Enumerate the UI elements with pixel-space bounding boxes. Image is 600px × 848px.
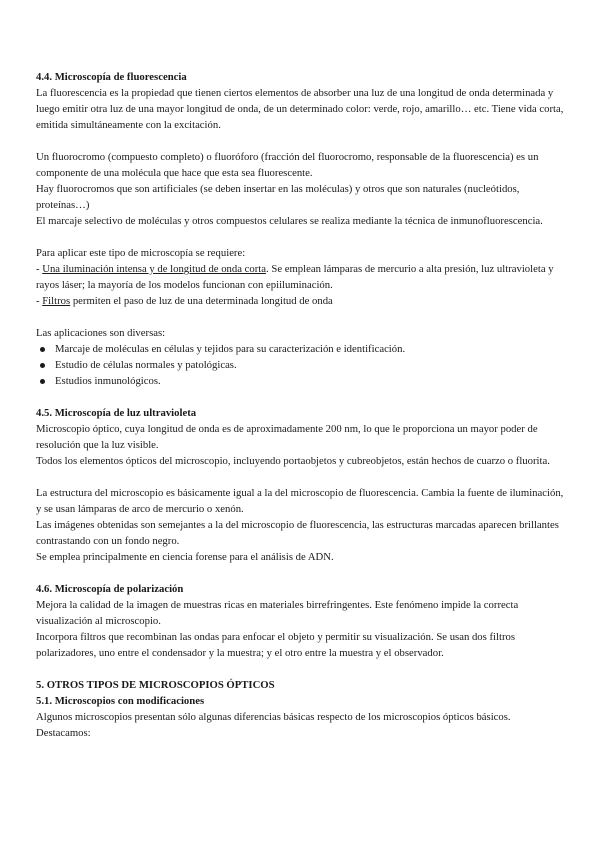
underlined-term: Filtros xyxy=(42,295,71,307)
s46-paragraph-2: Incorpora filtros que recombinan las ondas para enfocar el objeto y permitir su visualización. Se usan dos filtros polarizadores, uno entre el condensador y la muestra; y el otro entre la muestra y el observador. xyxy=(36,631,516,659)
document-body xyxy=(36,69,564,741)
s46-paragraph-1: Mejora la calidad de la imagen de muestras ricas en materiales birrefringentes. Este fenómeno impide la correcta visualización al microscopio. xyxy=(36,599,519,627)
s44-applications-intro: Las aplicaciones son diversas: xyxy=(36,327,166,339)
spacer xyxy=(36,133,564,149)
section-4-5-heading: 4.5. Microscopía de luz ultravioleta xyxy=(36,407,197,419)
section-5-heading: 5. OTROS TIPOS DE MICROSCOPIOS ÓPTICOS xyxy=(36,679,275,691)
section-4-6-heading: 4.6. Microscopía de polarización xyxy=(36,583,184,595)
underlined-term: Una iluminación intensa y de longitud de onda corta xyxy=(42,263,267,275)
requirement-text: permiten el paso de luz de una determinada longitud de onda xyxy=(70,295,333,307)
spacer xyxy=(36,661,564,677)
spacer xyxy=(36,565,564,581)
requirement-text: . Se emplean lámparas de mercurio a alta presión, luz ultravioleta y rayos láser; la mayoría de los modelos funcionan con epiiluminación. xyxy=(36,263,554,291)
spacer xyxy=(36,229,564,245)
s44-paragraph-1: La fluorescencia es la propiedad que tienen ciertos elementos de absorber una luz de una longitud de onda determinada y luego emitir otra luz de una mayor longitud de onda, de un determinado color: verde, rojo, amarillo… etc. Tiene vida corta, emitida simultáneamente con la excitación. xyxy=(36,87,564,131)
s45-paragraph-2: Todos los elementos ópticos del microscopio, incluyendo portaobjetos y cubreobjetos, están hechos de cuarzo o fluorita. xyxy=(36,455,550,467)
s44-paragraph-3: Hay fluorocromos que son artificiales (se deben insertar en las moléculas) y otros que son naturales (nucleótidos, proteínas…) xyxy=(36,183,520,211)
spacer xyxy=(36,469,564,485)
s44-paragraph-2: Un fluorocromo (compuesto completo) o fluoróforo (fracción del fluorocromo, responsable de la fluorescencia) es un componente de una molécula que hace que esta sea fluorescente. xyxy=(36,151,539,179)
s45-paragraph-4: Las imágenes obtenidas son semejantes a la del microscopio de fluorescencia, las estructuras marcadas aparecen brillantes contrastando con un fondo negro. xyxy=(36,519,559,547)
s44-requirement-2 xyxy=(36,293,564,309)
s5-paragraph-1: Algunos microscopios presentan sólo algunas diferencias básicas respecto de los microscopios ópticos básicos. Destacamos: xyxy=(36,711,511,739)
s45-paragraph-5: Se emplea principalmente en ciencia forense para el análisis de ADN. xyxy=(36,551,334,563)
dash: - xyxy=(36,263,43,275)
section-4-4-heading: 4.4. Microscopía de fluorescencia xyxy=(36,71,187,83)
list-item: Estudios inmunológicos. xyxy=(36,373,564,389)
s45-paragraph-1: Microscopio óptico, cuya longitud de onda es de aproximadamente 200 nm, lo que le proporciona un mayor poder de resolución que la luz visible. xyxy=(36,423,538,451)
section-5-1-heading: 5.1. Microscopios con modificaciones xyxy=(36,695,205,707)
applications-list xyxy=(36,341,564,389)
s45-paragraph-3: La estructura del microscopio es básicamente igual a la del microscopio de fluorescencia. Cambia la fuente de iluminación, y se usan lámparas de arco de mercurio o xenón. xyxy=(36,487,564,515)
dash: - xyxy=(36,295,43,307)
spacer xyxy=(36,309,564,325)
s44-requirement-1 xyxy=(36,261,564,293)
s44-paragraph-4: El marcaje selectivo de moléculas y otros compuestos celulares se realiza mediante la técnica de inmunofluorescencia. xyxy=(36,215,543,227)
list-item: Estudio de células normales y patológicas. xyxy=(36,357,564,373)
list-item: Marcaje de moléculas en células y tejidos para su caracterización e identificación. xyxy=(36,341,564,357)
s44-requirements-intro: Para aplicar este tipo de microscopía se requiere: xyxy=(36,247,246,259)
spacer xyxy=(36,389,564,405)
